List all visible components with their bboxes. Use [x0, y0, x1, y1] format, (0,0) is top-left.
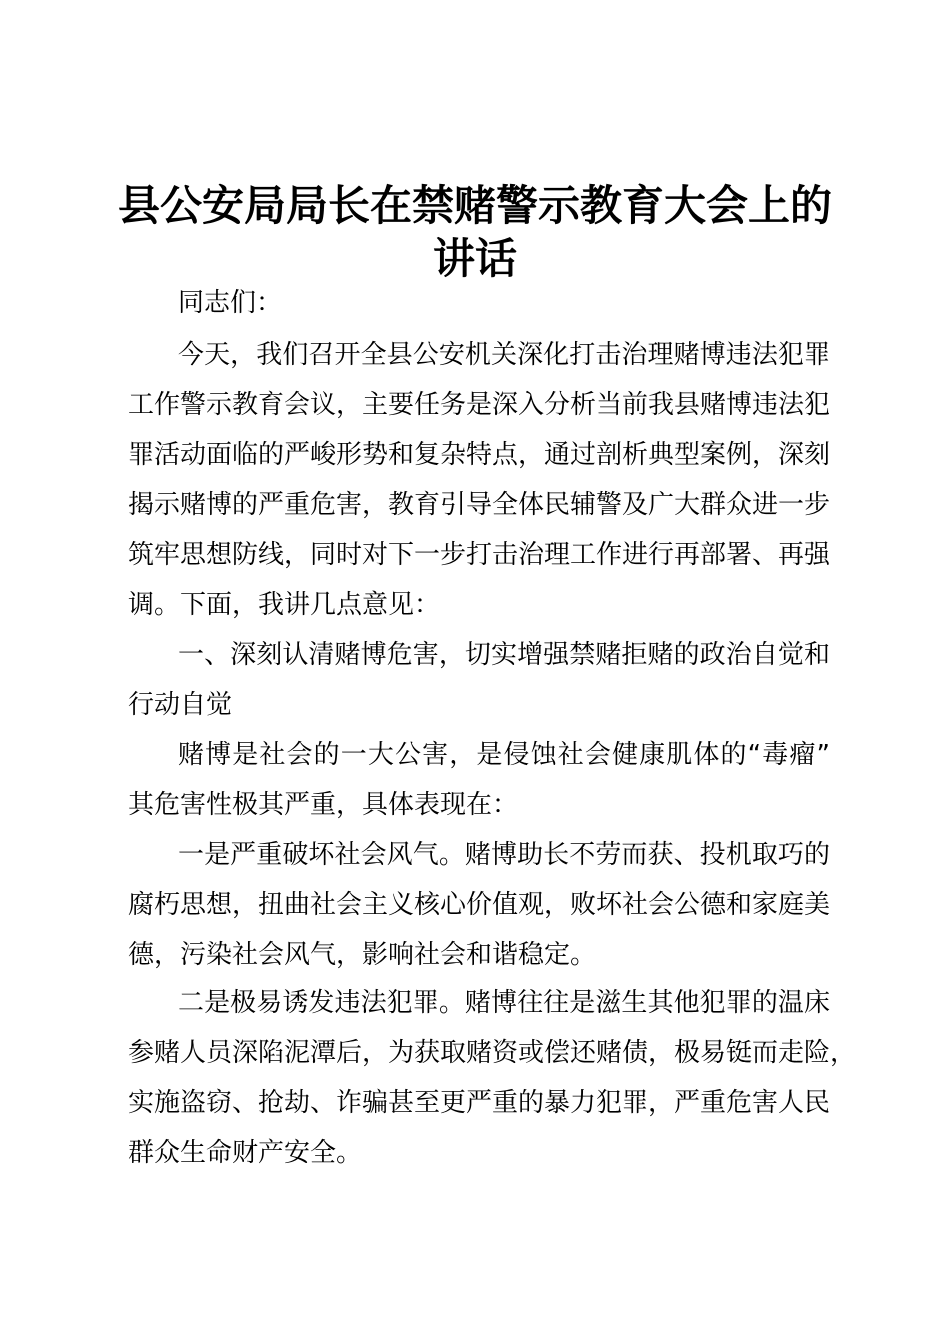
document-title-line-1: 县公安局局长在禁赌警示教育大会上的	[117, 181, 832, 230]
text-line: 参赌人员深陷泥潭后，为获取赌资或偿还赌债，极易铤而走险，	[128, 1038, 857, 1068]
text-line: 调。下面，我讲几点意见：	[128, 590, 441, 620]
document-title-line-2: 讲话	[432, 234, 517, 283]
text-line: 群众生命财产安全。	[128, 1138, 363, 1168]
text-line: 揭示赌博的严重危害，教育引导全体民辅警及广大群众进一步	[128, 490, 831, 520]
text-line: 行动自觉	[128, 690, 233, 720]
text-line: 工作警示教育会议，主要任务是深入分析当前我县赌博违法犯	[128, 390, 831, 420]
text-line: 罪活动面临的严峻形势和复杂特点，通过剖析典型案例，深刻	[128, 440, 831, 470]
text-line: 一是严重破坏社会风气。赌博助长不劳而获、投机取巧的	[178, 840, 830, 870]
text-line: 今天，我们召开全县公安机关深化打击治理赌博违法犯罪	[178, 340, 830, 370]
text-line: 德，污染社会风气，影响社会和谐稳定。	[128, 940, 597, 970]
text-line: 筑牢思想防线，同时对下一步打击治理工作进行再部署、再强	[128, 540, 831, 570]
text-line: 二是极易诱发违法犯罪。赌博往往是滋生其他犯罪的温床	[178, 988, 830, 1018]
text-line: 实施盗窃、抢劫、诈骗甚至更严重的暴力犯罪，严重危害人民	[128, 1088, 831, 1118]
text-line: 赌博是社会的一大公害，是侵蚀社会健康肌体的“毒瘤”	[178, 740, 830, 770]
text-line: 其危害性极其严重，具体表现在：	[128, 790, 519, 820]
text-line: 一、深刻认清赌博危害，切实增强禁赌拒赌的政治自觉和	[178, 640, 830, 670]
text-line: 腐朽思想，扭曲社会主义核心价值观，败坏社会公德和家庭美	[128, 890, 831, 920]
greeting: 同志们：	[178, 288, 283, 318]
